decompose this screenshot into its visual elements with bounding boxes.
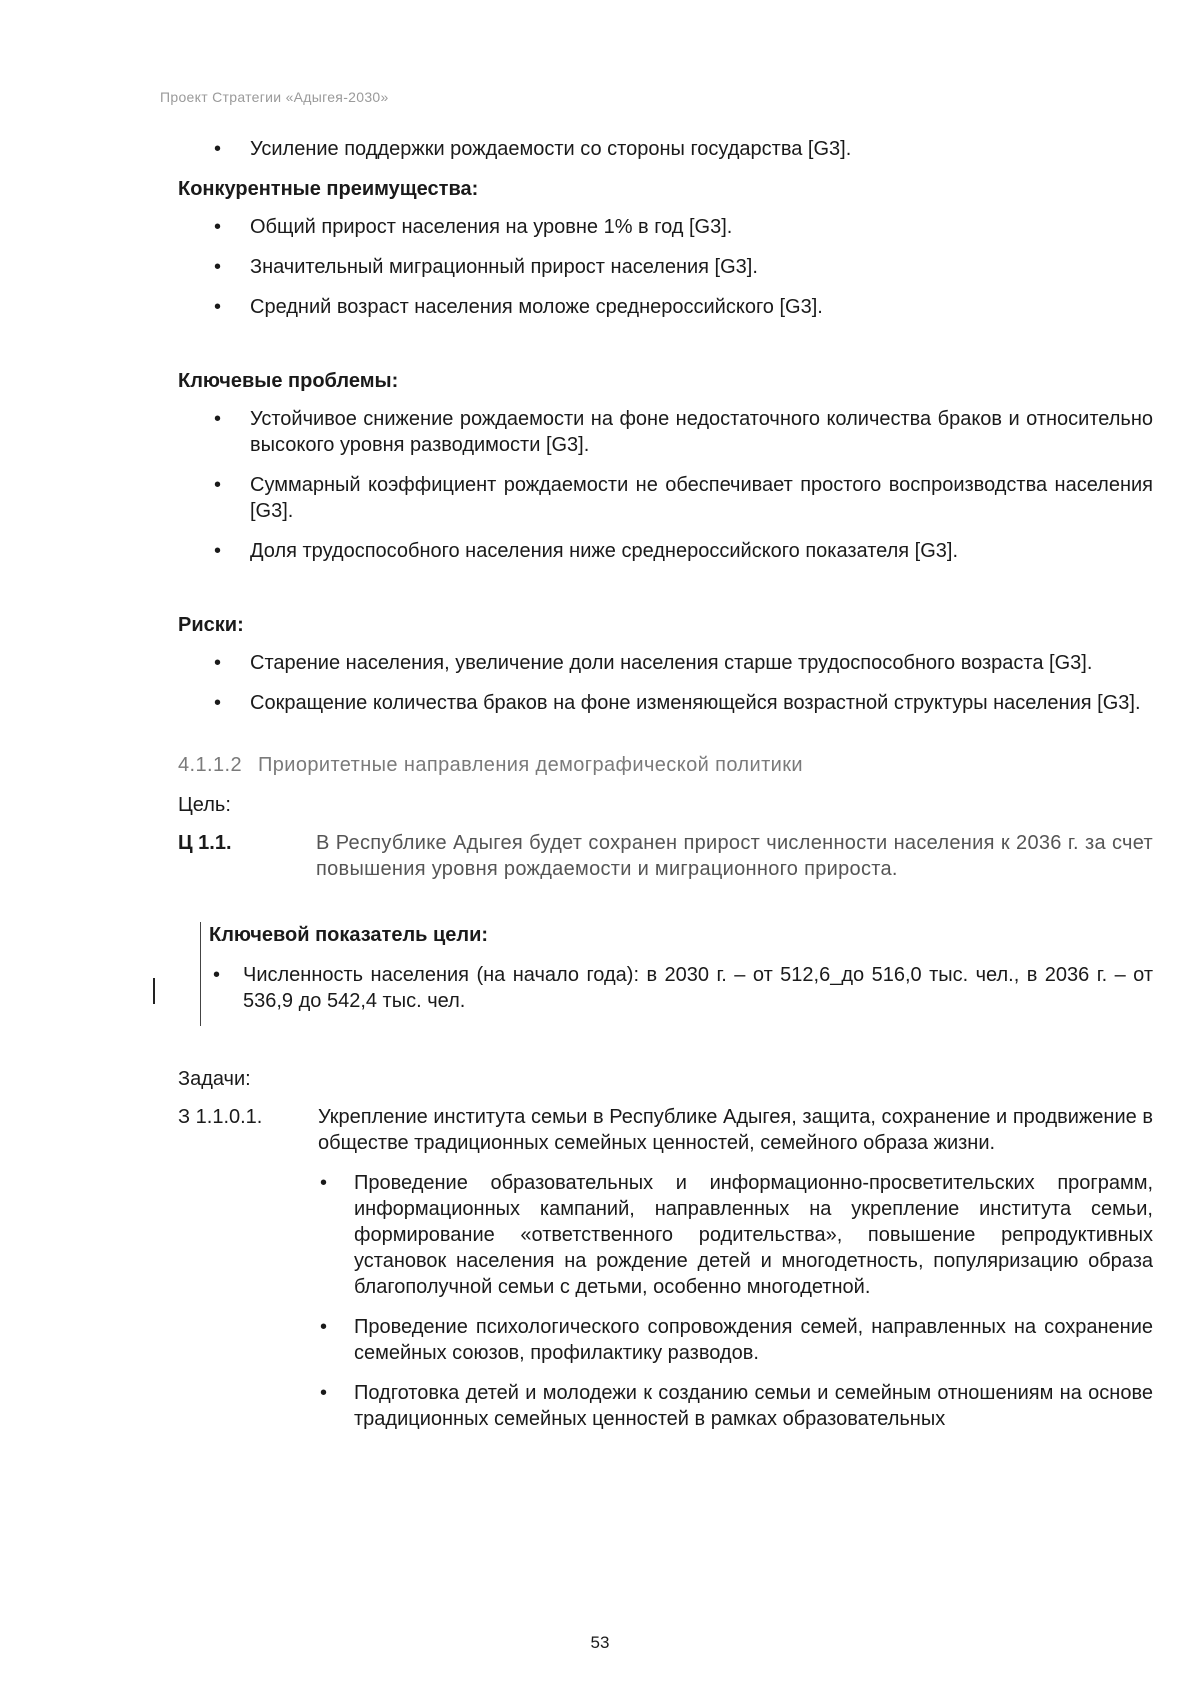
key-indicator-heading: Ключевой показатель цели: [209,924,489,946]
task-bullet-list [318,1170,1153,1432]
page-content [178,136,1153,1446]
task-text: Укрепление института семьи в Республике Адыгея, защита, сохранение и продвижение в обществе традиционных семейных ценностей, семейного образа жизни. [318,1106,1153,1154]
revision-bar [153,978,155,1004]
running-header: Проект Стратегии «Адыгея-2030» [160,89,389,105]
list-item: • Доля трудоспособного населения ниже среднероссийского показателя [G3]. [178,538,1153,564]
goal-code: Ц 1.1. [178,832,232,854]
list-item: • Общий прирост населения на уровне 1% в год [G3]. [178,214,1153,240]
list-item: • Устойчивое снижение рождаемости на фоне недостаточного количества браков и относительно высокого уровня разводимости [G3]. [178,406,1153,458]
task-code: З 1.1.0.1. [178,1106,263,1128]
advantages-list [178,214,1153,320]
subsection-number: 4.1.1.2 [178,754,242,776]
intro-bullet-list [178,136,1153,162]
advantages-heading: Конкурентные преимущества: [178,178,479,200]
problems-list [178,406,1153,564]
risks-heading: Риски: [178,614,244,636]
page-number: 53 [590,1633,610,1652]
list-item: • Старение населения, увеличение доли населения старше трудоспособного возраста [G3]. [178,650,1153,676]
key-indicator-box [200,922,1153,1026]
task-row [178,1104,1153,1156]
goal-row [178,830,1153,882]
problems-heading: Ключевые проблемы: [178,370,399,392]
list-item: • Проведение образовательных и информационно-просветительских программ, информационных кампаний, направленных на укрепление института семьи, формирование «ответственного родительства», повышение репродуктивных установок населения на рождение детей и многодетность, популяризацию образа благополучной семьи с детьми, особенно многодетной. [318,1170,1153,1300]
subsection-title: Приоритетные направления демографической политики [257,754,803,776]
goal-label: Цель: [178,794,231,816]
risks-list [178,650,1153,716]
tasks-label: Задачи: [178,1068,251,1090]
subsection-heading [178,752,1153,778]
list-item: • Сокращение количества браков на фоне изменяющейся возрастной структуры населения [G3]. [178,690,1153,716]
list-item: • Подготовка детей и молодежи к созданию семьи и семейным отношениям на основе традиционных семейных ценностей в рамках образовательных [318,1380,1153,1432]
list-item: • Проведение психологического сопровождения семей, направленных на сохранение семейных союзов, профилактику разводов. [318,1314,1153,1366]
list-item: • Значительный миграционный прирост населения [G3]. [178,254,1153,280]
key-indicator-text: • Численность населения (на начало года): в 2030 г. – от 512,6_до 516,0 тыс. чел., в 2036 г. – от 536,9 до 542,4 тыс. чел. [209,962,1153,1014]
list-item: • Усиление поддержки рождаемости со стороны государства [G3]. [178,136,1153,162]
goal-text: В Республике Адыгея будет сохранен прирост численности населения к 2036 г. за счет повышения уровня рождаемости и миграционного прироста. [316,832,1153,880]
list-item: • Суммарный коэффициент рождаемости не обеспечивает простого воспроизводства населения [G3]. [178,472,1153,524]
list-item: • Средний возраст населения моложе среднероссийского [G3]. [178,294,1153,320]
